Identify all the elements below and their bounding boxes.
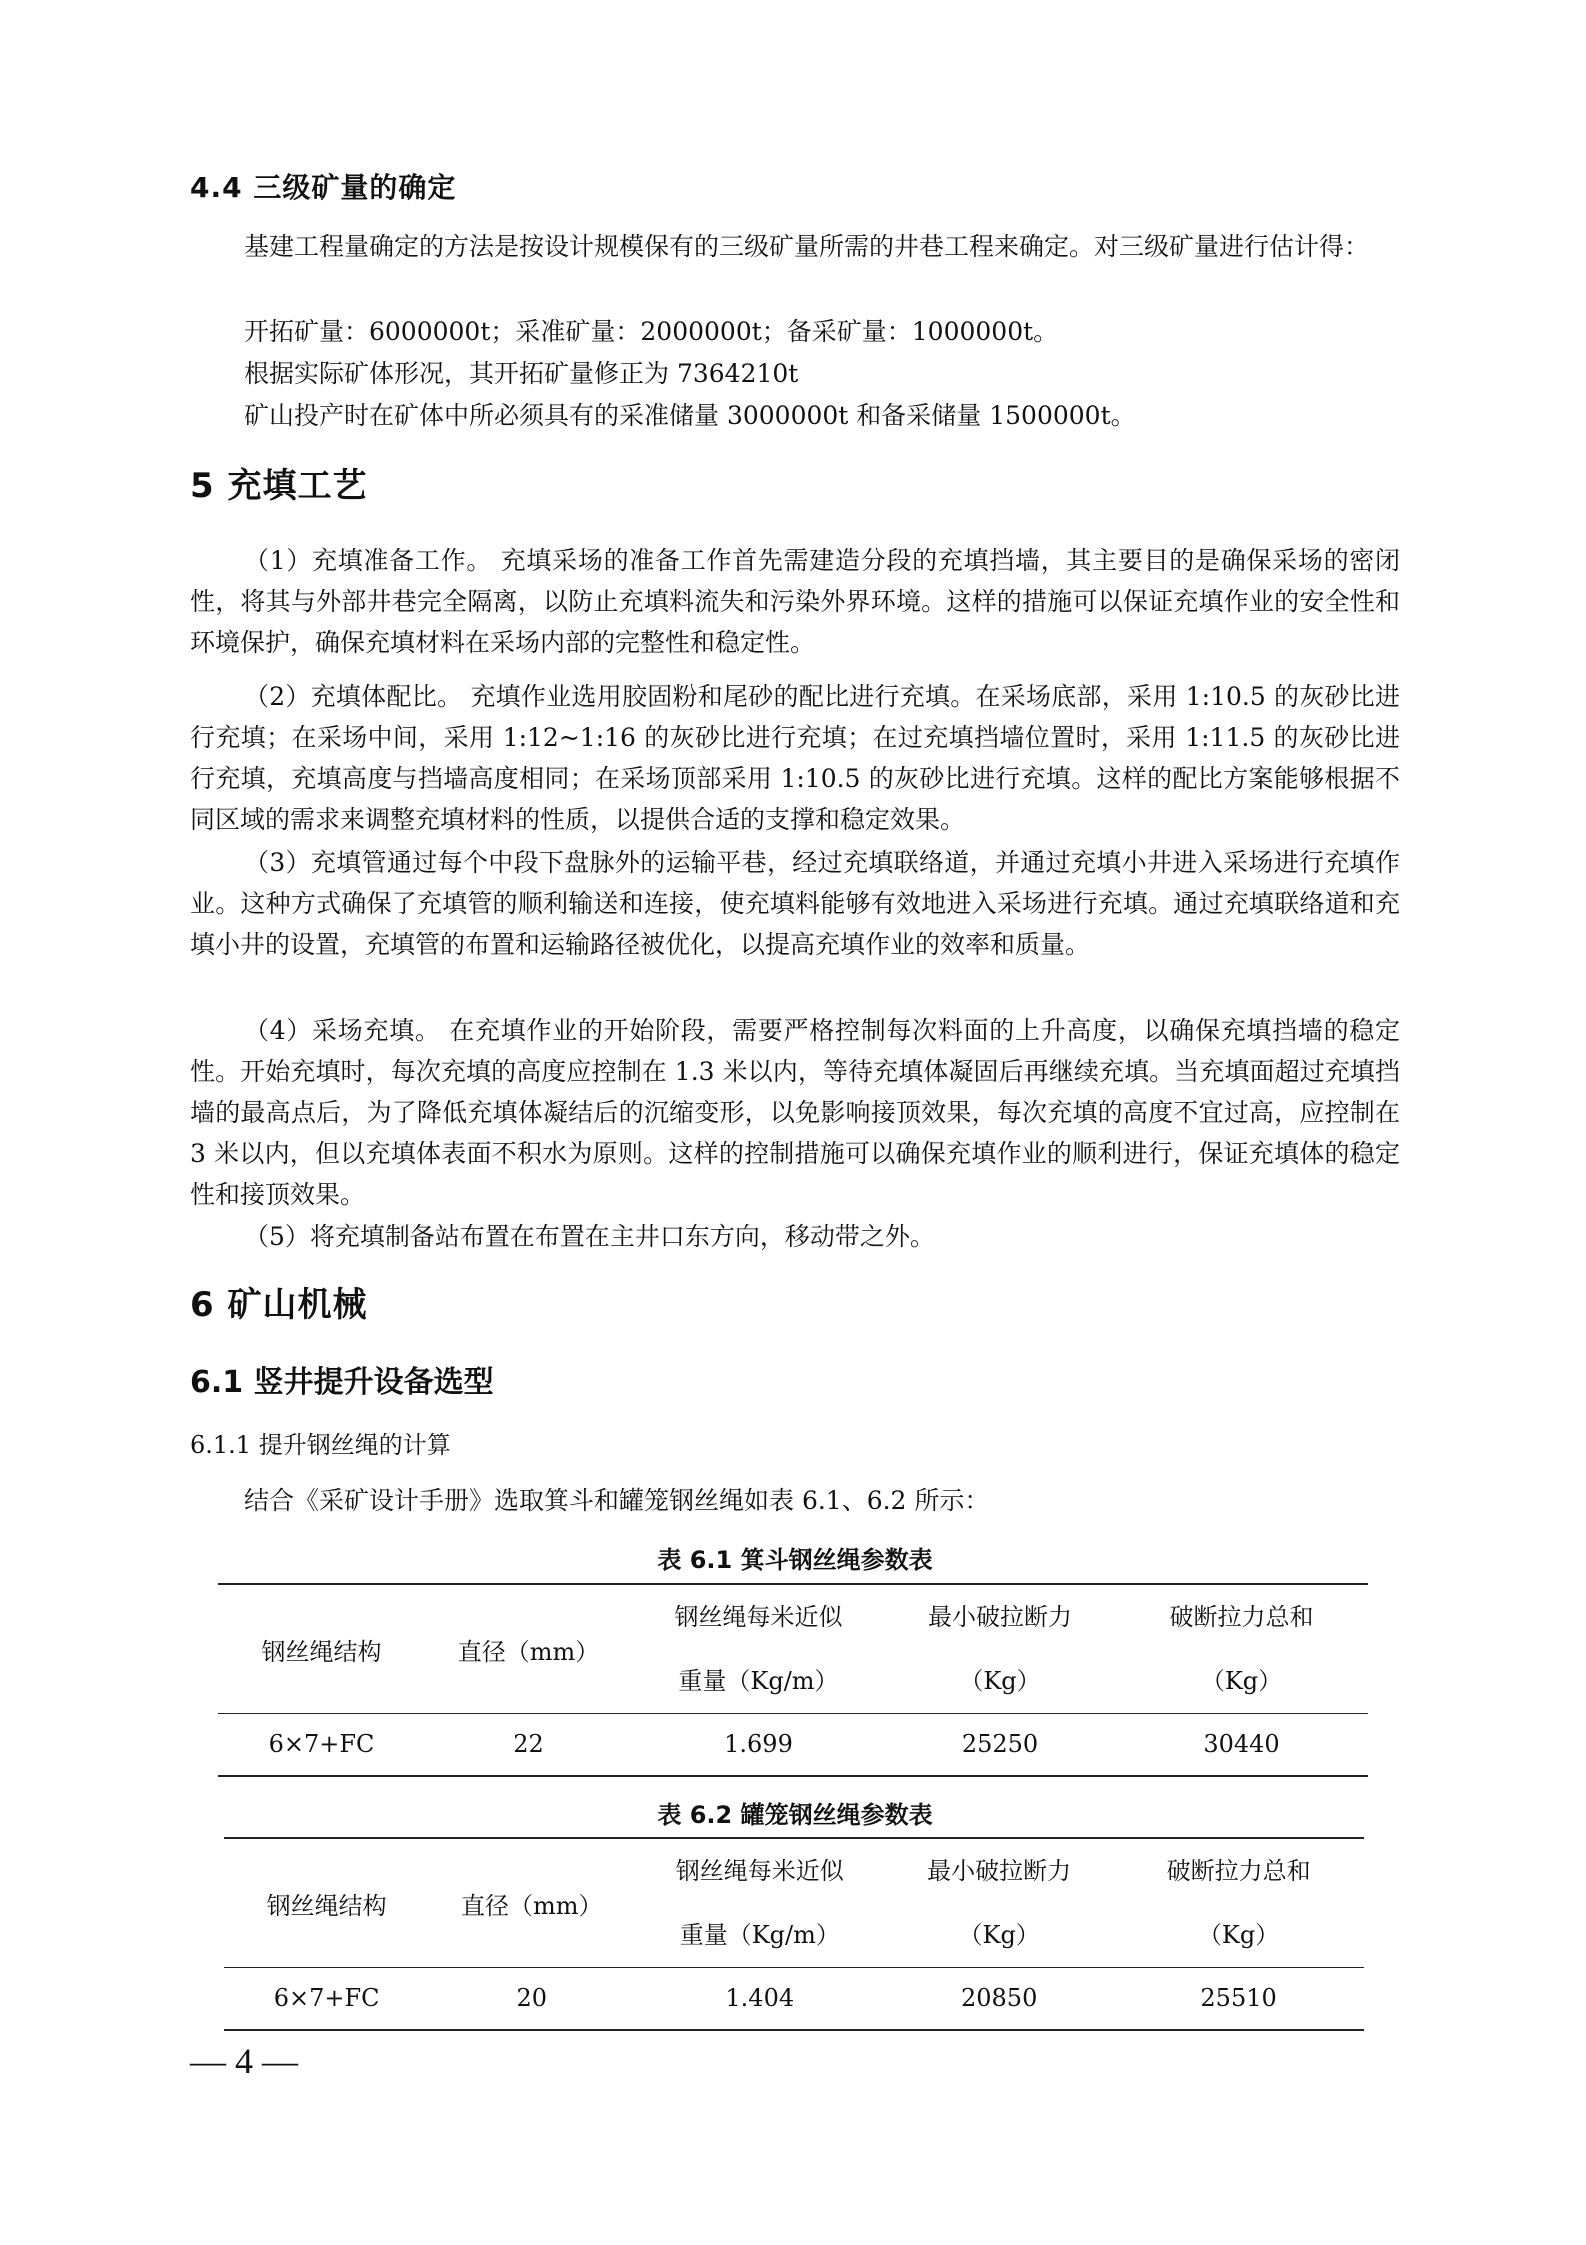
- table-cell: 20850: [885, 1968, 1113, 2030]
- table-header-line: 重量（Kg/m）: [678, 1667, 839, 1695]
- table-header-line: 最小破拉断力: [927, 1857, 1072, 1885]
- table-cell: 6×7+FC: [218, 1714, 425, 1776]
- paragraph: 开拓矿量：6000000t；采准矿量：2000000t；备采矿量：1000000t。: [244, 317, 1059, 346]
- table-cell: 6×7+FC: [224, 1968, 429, 2030]
- table-header-line: 破断拉力总和: [1169, 1603, 1314, 1631]
- table-cell: 1.699: [632, 1714, 885, 1776]
- table-header-cell: 钢丝绳结构: [218, 1584, 425, 1714]
- paragraph: （2）充填体配比。 充填作业选用胶固粉和尾砂的配比进行充填。在采场底部，采用 1:10.5 的灰砂比进行充填；在采场中间，采用 1:12~1:16 的灰砂比进行充填；在过充填挡墙位置时，采用 1:11.5 的灰砂比进行充填，充填高度与挡墙高度相同；在采场顶部采用 1:10.5 的灰砂比进行充填。这样的配比方案能够根据不同区域的需求来调整充填材料的性质，以提供合适的支撑和稳定效果。: [190, 682, 1400, 834]
- paragraph: 结合《采矿设计手册》选取箕斗和罐笼钢丝绳如表 6.1、6.2 所示：: [244, 1486, 990, 1515]
- table-row: [224, 1968, 1364, 2030]
- table-header-cell: 钢丝绳结构: [224, 1838, 429, 1968]
- table-header-line: 最小破拉断力: [928, 1603, 1072, 1631]
- table-header-cell: [634, 1838, 885, 1968]
- table-cell: 25510: [1113, 1968, 1364, 2030]
- table-header-line: （Kg）: [1200, 1667, 1283, 1695]
- paragraph: （4）采场充填。 在充填作业的开始阶段，需要严格控制每次料面的上升高度，以确保充填挡墙的稳定性。开始充填时，每次充填的高度应控制在 1.3 米以内，等待充填体凝固后再继续充填。当充填面超过充填挡墙的最高点后，为了降低充填体凝结后的沉缩变形，以免影响接顶效果，每次充填的高度不宜过高，应控制在 3 米以内，但以充填体表面不积水为原则。这样的控制措施可以确保充填作业的顺利进行，保证充填体的稳定性和接顶效果。: [190, 1016, 1400, 1209]
- wire-rope-table-cage: [224, 1837, 1364, 2031]
- table-header-cell: [885, 1584, 1115, 1714]
- paragraph: 基建工程量确定的方法是按设计规模保有的三级矿量所需的井巷工程来确定。对三级矿量进行估计得：: [244, 232, 1370, 261]
- table-header-line: （Kg）: [959, 1667, 1041, 1695]
- section-6-1-heading: 6.1 竖井提升设备选型: [190, 1365, 494, 1400]
- table-header-line: （Kg）: [958, 1921, 1040, 1949]
- table-cell: 30440: [1115, 1714, 1368, 1776]
- table-header-cell: [1113, 1838, 1364, 1968]
- table-cell: 22: [425, 1714, 632, 1776]
- table-header-line: 钢丝绳每米近似: [675, 1857, 844, 1885]
- paragraph: 矿山投产时在矿体中所必须具有的采准储量 3000000t 和备采储量 1500000t。: [244, 401, 1136, 430]
- table-header-cell: [885, 1838, 1113, 1968]
- table-cell: 1.404: [634, 1968, 885, 2030]
- table-cell: 25250: [885, 1714, 1115, 1776]
- paragraph: （5）将充填制备站布置在布置在主井口东方向，移动带之外。: [244, 1222, 935, 1251]
- section-5-heading: 5 充填工艺: [190, 466, 368, 506]
- table-caption: 表 6.1 箕斗钢丝绳参数表: [657, 1546, 933, 1574]
- table-header-line: 破断拉力总和: [1166, 1857, 1311, 1885]
- paragraph: （1）充填准备工作。 充填采场的准备工作首先需建造分段的充填挡墙，其主要目的是确保采场的密闭性，将其与外部井巷完全隔离，以防止充填料流失和污染外界环境。这样的措施可以保证充填作业的安全性和环境保护，确保充填材料在采场内部的完整性和稳定性。: [190, 546, 1400, 657]
- section-6-1-1-heading: 6.1.1 提升钢丝绳的计算: [190, 1431, 451, 1459]
- table-header-cell: 直径（mm）: [425, 1584, 632, 1714]
- table-header-line: （Kg）: [1197, 1921, 1280, 1949]
- table-header-line: 重量（Kg/m）: [679, 1921, 840, 1949]
- paragraph: 根据实际矿体形况，其开拓矿量修正为 7364210t: [244, 359, 799, 388]
- table-caption: 表 6.2 罐笼钢丝绳参数表: [657, 1801, 933, 1829]
- table-header-cell: [632, 1584, 885, 1714]
- section-6-heading: 6 矿山机械: [190, 1285, 368, 1325]
- table-header-row: [218, 1584, 1368, 1714]
- table-row: [218, 1714, 1368, 1776]
- table-header-line: 钢丝绳每米近似: [674, 1603, 843, 1631]
- table-cell: 20: [429, 1968, 634, 2030]
- table-header-cell: 直径（mm）: [429, 1838, 634, 1968]
- wire-rope-table-skip: [218, 1583, 1368, 1777]
- paragraph: （3）充填管通过每个中段下盘脉外的运输平巷，经过充填联络道，并通过充填小井进入采场进行充填作业。这种方式确保了充填管的顺利输送和连接，使充填料能够有效地进入采场进行充填。通过充填联络道和充填小井的设置，充填管的布置和运输路径被优化，以提高充填作业的效率和质量。: [190, 848, 1400, 959]
- table-header-row: [224, 1838, 1364, 1968]
- section-4-4-heading: 4.4 三级矿量的确定: [190, 171, 457, 204]
- page-number: — 4 —: [190, 2041, 298, 2081]
- table-header-cell: [1115, 1584, 1368, 1714]
